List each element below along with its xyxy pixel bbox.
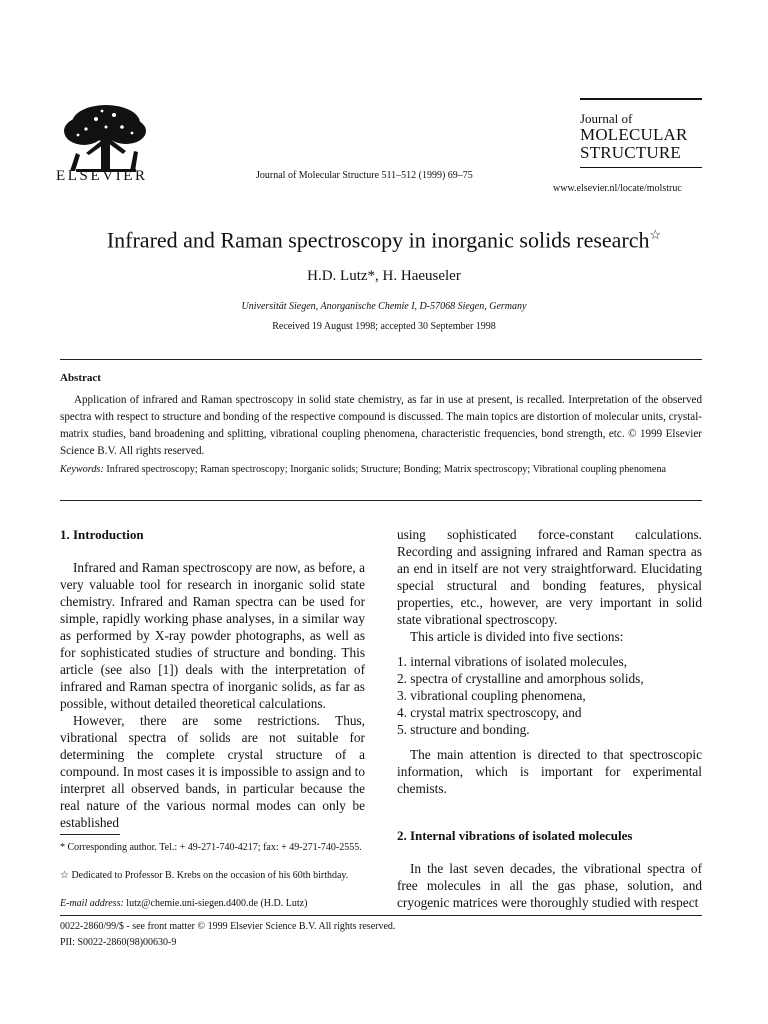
footer-pii: PII: S0022-2860(98)00630-9 [60,937,177,948]
journal-citation: Journal of Molecular Structure 511–512 (1999) 69–75 [256,170,473,181]
email-label: E-mail address: [60,898,124,909]
journal-url[interactable]: www.elsevier.nl/locate/molstruc [553,183,682,194]
section-2-heading: 2. Internal vibrations of isolated molecules [397,828,633,843]
journal-rule-top [580,98,702,100]
title-text: Infrared and Raman spectroscopy in inorganic solids research [106,227,650,253]
sections-list [397,653,702,738]
list-item: 4. crystal matrix spectroscopy, and [397,705,582,720]
abstract-heading: Abstract [60,372,101,384]
divider-abstract [60,500,702,501]
publisher-name: ELSEVIER [56,168,148,184]
divider-footer [60,915,702,916]
left-column [60,526,365,831]
journal-name-line2: STRUCTURE [580,143,681,162]
footnote-rule [60,834,120,835]
list-item: 1. internal vibrations of isolated molecules, [397,654,628,669]
keywords [60,462,702,477]
right-paragraph-1: using sophisticated force-constant calculations. Recording and assigning infrared and Raman spectra as an end in itself are not very straightforward. Elucidating special structural and bonding features, physical properties, etc., however, are very important in solid state vibrational spectroscopy. [397,527,702,627]
title-mark: ☆ [649,227,662,242]
right-paragraph-2: This article is divided into five sections: [410,629,624,644]
divider-top [60,359,702,360]
article-title [0,227,768,253]
affiliation: Universität Siegen, Anorganische Chemie I, D-57068 Siegen, Germany [241,301,527,312]
section-1-heading: 1. Introduction [60,527,144,542]
journal-name-line1: MOLECULAR [580,125,688,144]
journal-name [580,126,688,162]
footnote-corresponding: * Corresponding author. Tel.: + 49-271-740-4217; fax: + 49-271-740-2555. [60,842,362,853]
received-dates: Received 19 August 1998; accepted 30 September 1998 [272,321,496,332]
section-2-paragraph-1: In the last seven decades, the vibrational spectra of free molecules in all the gas phase, solution, and cryogenic matrices were thoroughly studied with respect [397,861,702,910]
journal-rule-bottom [580,167,702,168]
authors: H.D. Lutz*, H. Haeuseler [307,268,461,284]
abstract-text: Application of infrared and Raman spectroscopy in solid state chemistry, as far in use at present, is recalled. Interpretation of the observed spectra with respect to structure and bonding of the respective compound is discussed. The main topics are distortion of molecular units, crystal-matrix studies, band broadening and splitting, vibrational coupling phenomena, characteristic frequencies, bond strength, etc. © 1999 Elsevier Science B.V. All rights reserved. [60,394,702,457]
list-item: 3. vibrational coupling phenomena, [397,688,586,703]
section-1-paragraph-1: Infrared and Raman spectroscopy are now, as before, a very valuable tool for research in inorganic solid state chemistry. Infrared and Raman spectra can be used for simple, rapidly working phase analyses, in a similar way as performed by X-ray powder photographs, as well as for sophisticated studies of structure and bonding. This article (see also [1]) deals with the interpretation of infrared and Raman spectra of inorganic solids, as far as possible, without detailed theoretical calculations. [60,560,365,711]
footer-issn: 0022-2860/99/$ - see front matter © 1999 Elsevier Science B.V. All rights reserved. [60,921,396,932]
footnote-email [60,897,365,911]
right-column [397,526,702,911]
keywords-label: Keywords: [60,464,104,475]
right-paragraph-3: The main attention is directed to that spectroscopic information, which is important for experimental chemists. [397,747,702,796]
footnote-dedication: ☆ Dedicated to Professor B. Krebs on the occasion of his 60th birthday. [60,870,349,881]
journal-of: Journal of [580,111,633,126]
list-item: 2. spectra of crystalline and amorphous solids, [397,671,644,686]
list-item: 5. structure and bonding. [397,722,530,737]
email-address[interactable]: lutz@chemie.uni-siegen.d400.de (H.D. Lutz) [126,898,308,909]
section-1-paragraph-2: However, there are some restrictions. Thus, vibrational spectra of solids are not suitable for determining the complete crystal structure of a compound. In most cases it is impossible to assign and to interpret all observed bands, in particular because the real nature of the various normal modes can only be established [60,713,365,830]
keywords-text: Infrared spectroscopy; Raman spectroscopy; Inorganic solids; Structure; Bonding; Matrix spectroscopy; Vibrational coupling phenomena [106,464,667,475]
